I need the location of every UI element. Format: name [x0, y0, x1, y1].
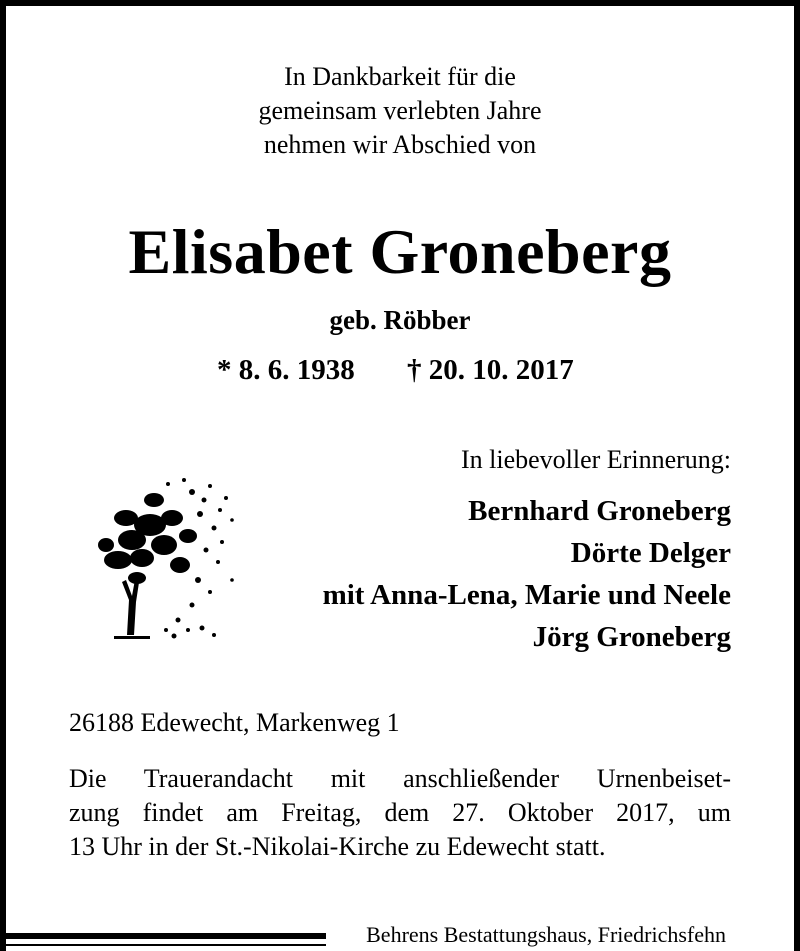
birth-date: * 8. 6. 1938: [217, 354, 355, 386]
family-member: mit Anna-Lena, Marie und Neele: [322, 579, 731, 611]
service-line: 13 Uhr in der St.-Nikolai-Kirche zu Edewecht statt.: [69, 832, 606, 861]
address: 26188 Edewecht, Markenweg 1: [69, 708, 400, 737]
memory-heading: In liebevoller Erinnerung:: [460, 445, 731, 474]
death-date: † 20. 10. 2017: [407, 354, 574, 386]
right-rule: [794, 910, 800, 951]
family-list: [323, 490, 731, 658]
deceased-name: Elisabet Groneberg: [128, 216, 672, 287]
intro-text: [0, 60, 800, 162]
intro-line: gemeinsam verlebten Jahre: [258, 96, 542, 125]
service-line: Die Trauerandacht mit anschließender Urnenbeiset-: [69, 764, 731, 793]
funeral-home: Behrens Bestattungshaus, Friedrichsfehn: [366, 922, 726, 947]
bottom-rule-thin: [0, 944, 326, 946]
service-line: zung findet am Freitag, dem 27. Oktober 2017, um: [69, 798, 731, 827]
family-member: Jörg Groneberg: [532, 621, 731, 653]
family-member: Bernhard Groneberg: [468, 495, 731, 527]
family-member: Dörte Delger: [570, 537, 731, 569]
maiden-name: geb. Röbber: [329, 305, 471, 335]
intro-line: nehmen wir Abschied von: [263, 130, 537, 159]
intro-line: In Dankbarkeit für die: [284, 62, 516, 91]
bottom-rule: [0, 933, 326, 939]
service-info: [69, 762, 731, 864]
tree-with-falling-leaves-icon: [92, 470, 242, 650]
